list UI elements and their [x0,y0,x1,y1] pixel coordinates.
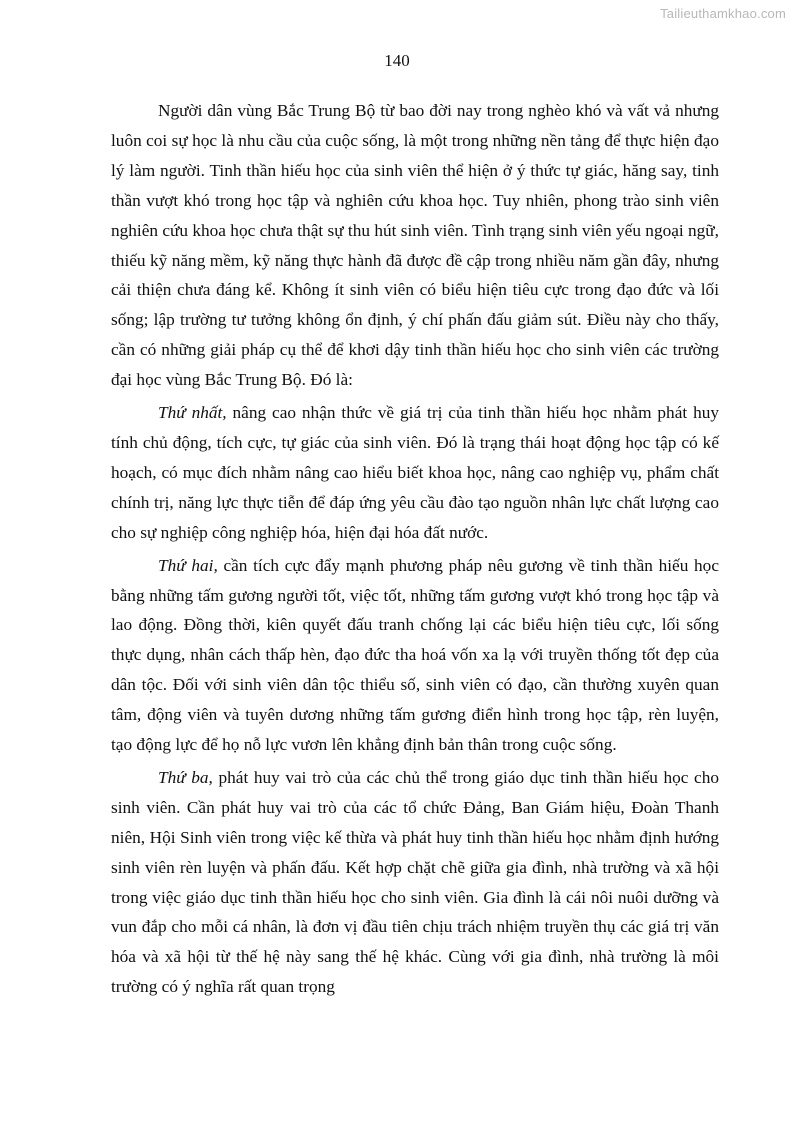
page-number: 140 [384,51,410,70]
paragraph-lead: Thứ nhất, [158,403,227,423]
paragraph-text: nâng cao nhận thức về giá trị của tinh thần hiếu học nhằm phát huy tính chủ động, tích cực, tự giác của sinh viên. Đó là trạng thái hoạt động học tập có kế hoạch, có mục đích nhằm nâng cao hiểu biết khoa học, nâng cao nghiệp vụ, phẩm chất chính trị, năng lực thực tiễn để đáp ứng yêu cầu đào tạo nguồn nhân lực chất lượng cao cho sự nghiệp công nghiệp hóa, hiện đại hóa đất nước. [111,403,719,542]
paragraph-lead: Thứ ba, [158,767,213,787]
paragraph-intro [111,96,719,395]
body-text [111,96,719,1002]
paragraph-second-solution [111,551,719,760]
paragraph-text: phát huy vai trò của các chủ thể trong giáo dục tinh thần hiếu học cho sinh viên. Cần phát huy vai trò của các tổ chức Đảng, Ban Giám hiệu, Đoàn Thanh niên, Hội Sinh viên trong việc kế thừa và phát huy tinh thần hiếu học nhằm định hướng sinh viên rèn luyện và phấn đấu. Kết hợp chặt chẽ giữa gia đình, nhà trường và xã hội trong việc giáo dục tinh thần hiếu học cho sinh viên. Gia đình là cái nôi nuôi dưỡng và vun đắp cho mỗi cá nhân, là đơn vị đầu tiên chịu trách nhiệm truyền thụ các giá trị văn hóa và xã hội từ thế hệ này sang thế hệ khác. Cùng với gia đình, nhà trường là môi trường có ý nghĩa rất quan trọng [111,767,719,997]
paragraph-text: Người dân vùng Bắc Trung Bộ từ bao đời nay trong nghèo khó và vất vả nhưng luôn coi sự học là nhu cầu của cuộc sống, là một trong những nền tảng để thực hiện đạo lý làm người. Tinh thần hiếu học của sinh viên thể hiện ở ý thức tự giác, hăng say, tinh thần vượt khó trong học tập và nghiên cứu khoa học. Tuy nhiên, phong trào sinh viên nghiên cứu khoa học chưa thật sự thu hút sinh viên. Tình trạng sinh viên yếu ngoại ngữ, thiếu kỹ năng mềm, kỹ năng thực hành đã được đề cập trong nhiều năm gần đây, nhưng cải thiện chưa đáng kể. Không ít sinh viên có biểu hiện tiêu cực trong đạo đức và lối sống; lập trường tư tưởng không ổn định, ý chí phấn đấu giảm sút. Điều này cho thấy, cần có những giải pháp cụ thể để khơi dậy tinh thần hiếu học cho sinh viên các trường đại học vùng Bắc Trung Bộ. Đó là: [111,101,719,390]
paragraph-first-solution [111,398,719,548]
paragraph-lead: Thứ hai, [158,555,218,575]
paragraph-text: cần tích cực đẩy mạnh phương pháp nêu gương về tinh thần hiếu học bằng những tấm gương người tốt, việc tốt, những tấm gương vượt khó trong học tập và lao động. Đồng thời, kiên quyết đấu tranh chống lại các biểu hiện tiêu cực, lối sống thực dụng, nhân cách thấp hèn, đạo đức tha hoá vốn xa lạ với truyền thống tốt đẹp của dân tộc. Đối với sinh viên dân tộc thiểu số, sinh viên có đạo, cần thường xuyên quan tâm, động viên và tuyên dương những tấm gương điển hình trong học tập, rèn luyện, tạo động lực để họ nỗ lực vươn lên khẳng định bản thân trong cuộc sống. [111,555,719,755]
watermark: Tailieuthamkhao.com [660,6,786,21]
paragraph-third-solution [111,763,719,1002]
